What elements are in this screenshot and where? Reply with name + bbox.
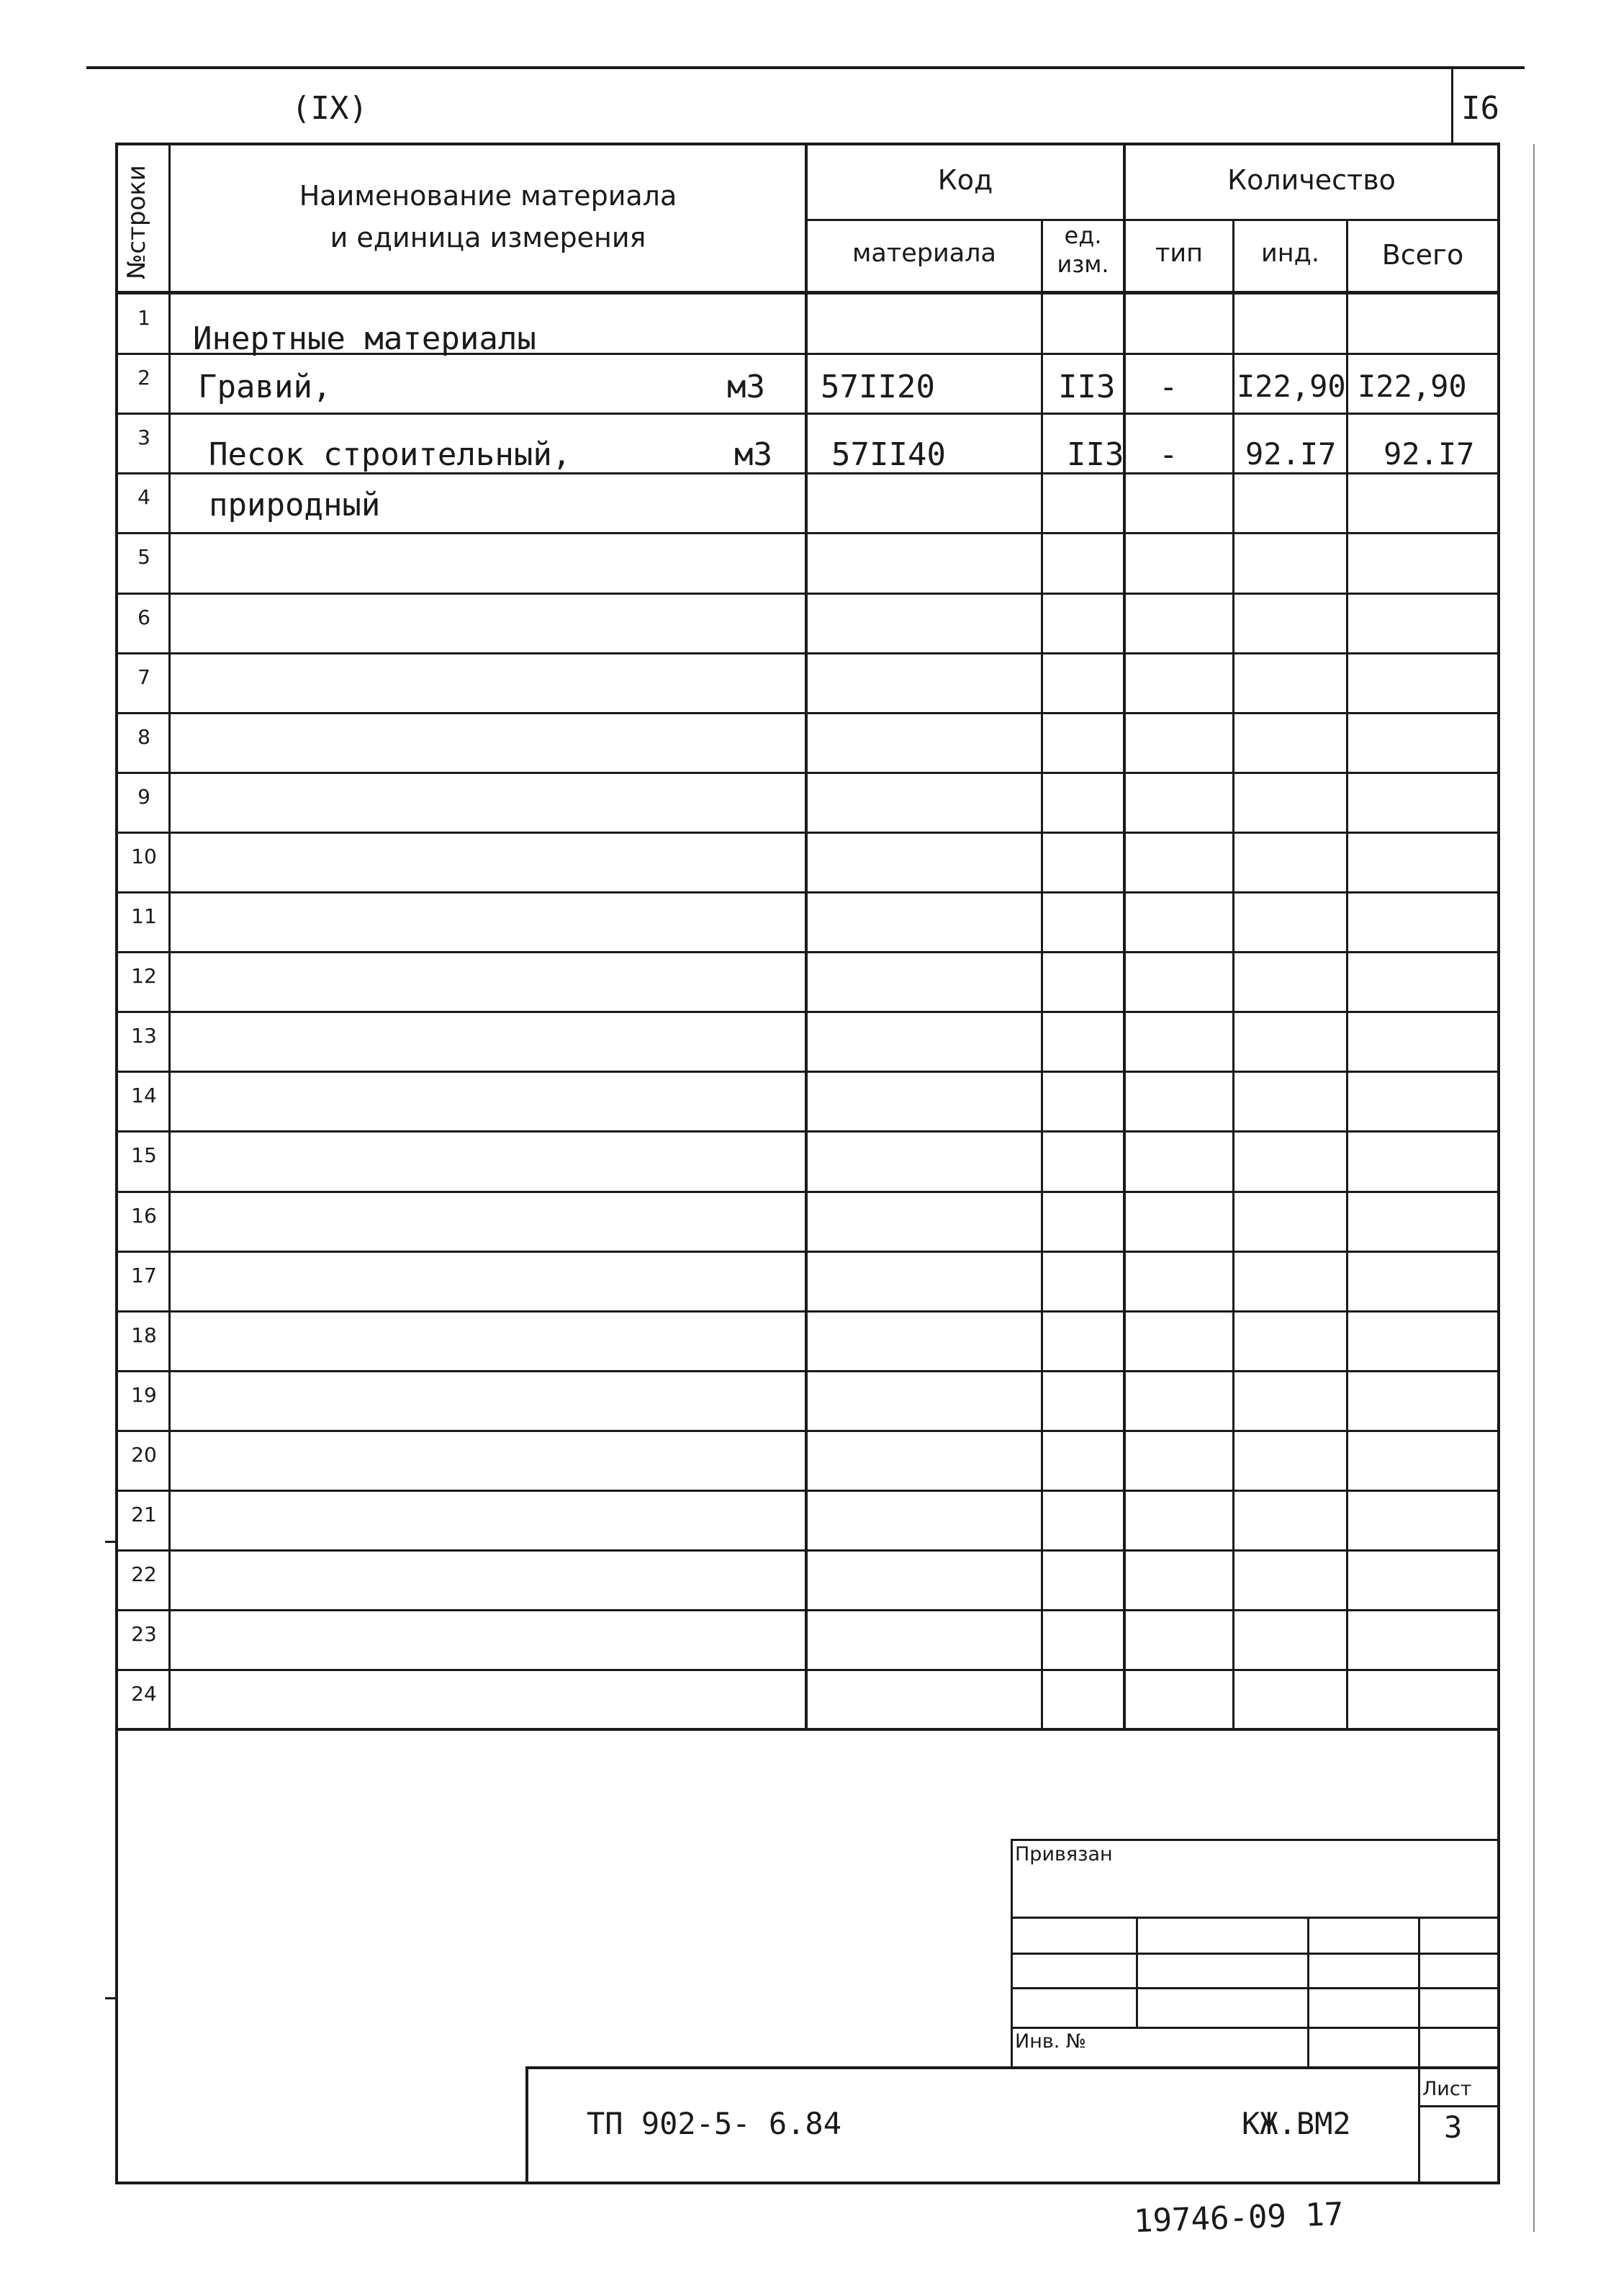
header-row-number-text: №строки [122,165,151,279]
row-number: 11 [131,904,157,928]
row-line [115,1011,1500,1013]
row-number: 17 [131,1264,157,1287]
inv-label: Инв. № [1015,2030,1087,2053]
page-number: I6 [1461,90,1499,127]
header-name-line1: Наименование материала [299,180,677,212]
linked-row-2 [1011,1953,1499,1955]
row-3-total: 92.I7 [1383,436,1475,472]
bottom-stamp: 19746-09 17 [1133,2195,1345,2241]
linked-block-top [1011,1839,1499,1841]
row-3-ind: 92.I7 [1245,436,1337,472]
scan-edge-line [1533,144,1535,2232]
margin-tick-2 [105,1997,115,1999]
sheet-number: 3 [1444,2110,1463,2145]
row-line [115,951,1500,953]
row-number: 2 [137,366,150,390]
main-stamp-top [525,2066,1500,2069]
row-2-unit-code: II3 [1058,369,1116,405]
doc-code: ТП 902-5- 6.84 [587,2106,842,2141]
row-line [115,1310,1500,1313]
header-code-material: материала [852,239,996,268]
margin-tick-1 [105,1541,115,1543]
row-line [115,532,1500,534]
footer-bottom-line [115,2182,1500,2184]
row-line [115,1071,1500,1073]
main-stamp-left [525,2066,528,2184]
row-2-total: I22,90 [1358,369,1467,404]
header-qty-ind: инд. [1261,239,1319,268]
row-2-code: 57II20 [821,369,935,405]
row-2-name: Гравий, [198,369,332,405]
row-line [115,1669,1500,1671]
row-line [115,772,1500,774]
linked-col-1 [1136,1917,1138,2027]
row-number: 15 [131,1143,157,1167]
header-mid-line [805,219,1497,221]
row-2-type: - [1159,369,1178,405]
row-line [115,891,1500,893]
header-qty-group: Количество [1227,164,1396,196]
row-number: 3 [137,426,150,449]
sheet-label: Лист [1422,2078,1472,2100]
row-1-name: Инертные материалы [193,320,536,357]
row-line [115,1609,1500,1611]
header-qty-type: тип [1155,239,1204,268]
row-number: 18 [131,1323,157,1347]
linked-row-3 [1011,1987,1499,1989]
row-line [115,652,1500,654]
table-body-bottom [115,1728,1500,1731]
header-top-line [115,143,1500,145]
row-number: 13 [131,1024,157,1048]
row-line [115,593,1500,595]
linked-col-3 [1418,1917,1420,2184]
row-number: 7 [137,665,150,689]
row-line [115,1370,1500,1372]
row-number: 22 [131,1562,157,1586]
row-number: 5 [137,545,150,569]
row-line [115,1251,1500,1253]
row-line [115,1430,1500,1432]
linked-label: Привязан [1015,1843,1113,1865]
row-line [115,413,1500,415]
linked-row-1 [1011,1917,1499,1919]
row-number: 21 [131,1503,157,1526]
row-2-unit: м3 [727,369,765,405]
header-qty-total: Всего [1381,239,1464,271]
row-line [115,1130,1500,1133]
header-name-line2: и единица измерения [330,222,646,253]
row-number: 16 [131,1204,157,1228]
row-number: 1 [137,306,150,330]
row-3-type: - [1159,436,1178,473]
header-code-unit-1: ед. [1064,222,1102,249]
row-3-unit-code: II3 [1067,436,1124,473]
row-number: 4 [137,485,150,509]
row-3-code: 57II40 [831,436,946,473]
row-number: 19 [131,1383,157,1407]
row-3-name: Песок строительный, [209,436,572,473]
row-number: 23 [131,1622,157,1646]
col-line-material [1041,219,1043,1729]
row-line [115,1191,1500,1193]
row-3-unit: м3 [734,436,772,473]
sheet-box-mid [1418,2105,1499,2107]
header-bottom-line [115,291,1500,294]
row-number: 20 [131,1443,157,1467]
row-4-name: природный [209,487,381,523]
header-code-unit-2: изм. [1057,251,1109,278]
row-number: 24 [131,1682,157,1706]
row-line [115,1490,1500,1492]
col-line-type [1232,219,1234,1729]
row-number: 9 [137,785,150,809]
row-line [115,1549,1500,1552]
row-number: 6 [137,605,150,629]
col-line-ind [1346,219,1348,1729]
row-number: 12 [131,964,157,988]
row-line [115,712,1500,714]
row-number: 8 [137,725,150,749]
top-label: (IX) [292,90,368,127]
table-right-border [1497,143,1500,2184]
linked-row-4 [1011,2027,1499,2029]
sheet-code: КЖ.ВМ2 [1242,2106,1351,2141]
linked-col-2 [1307,1917,1309,2066]
header-code-group: Код [937,164,993,196]
row-number: 14 [131,1084,157,1107]
row-number: 10 [131,845,157,868]
row-2-ind: I22,90 [1237,369,1346,404]
row-line [115,832,1500,834]
